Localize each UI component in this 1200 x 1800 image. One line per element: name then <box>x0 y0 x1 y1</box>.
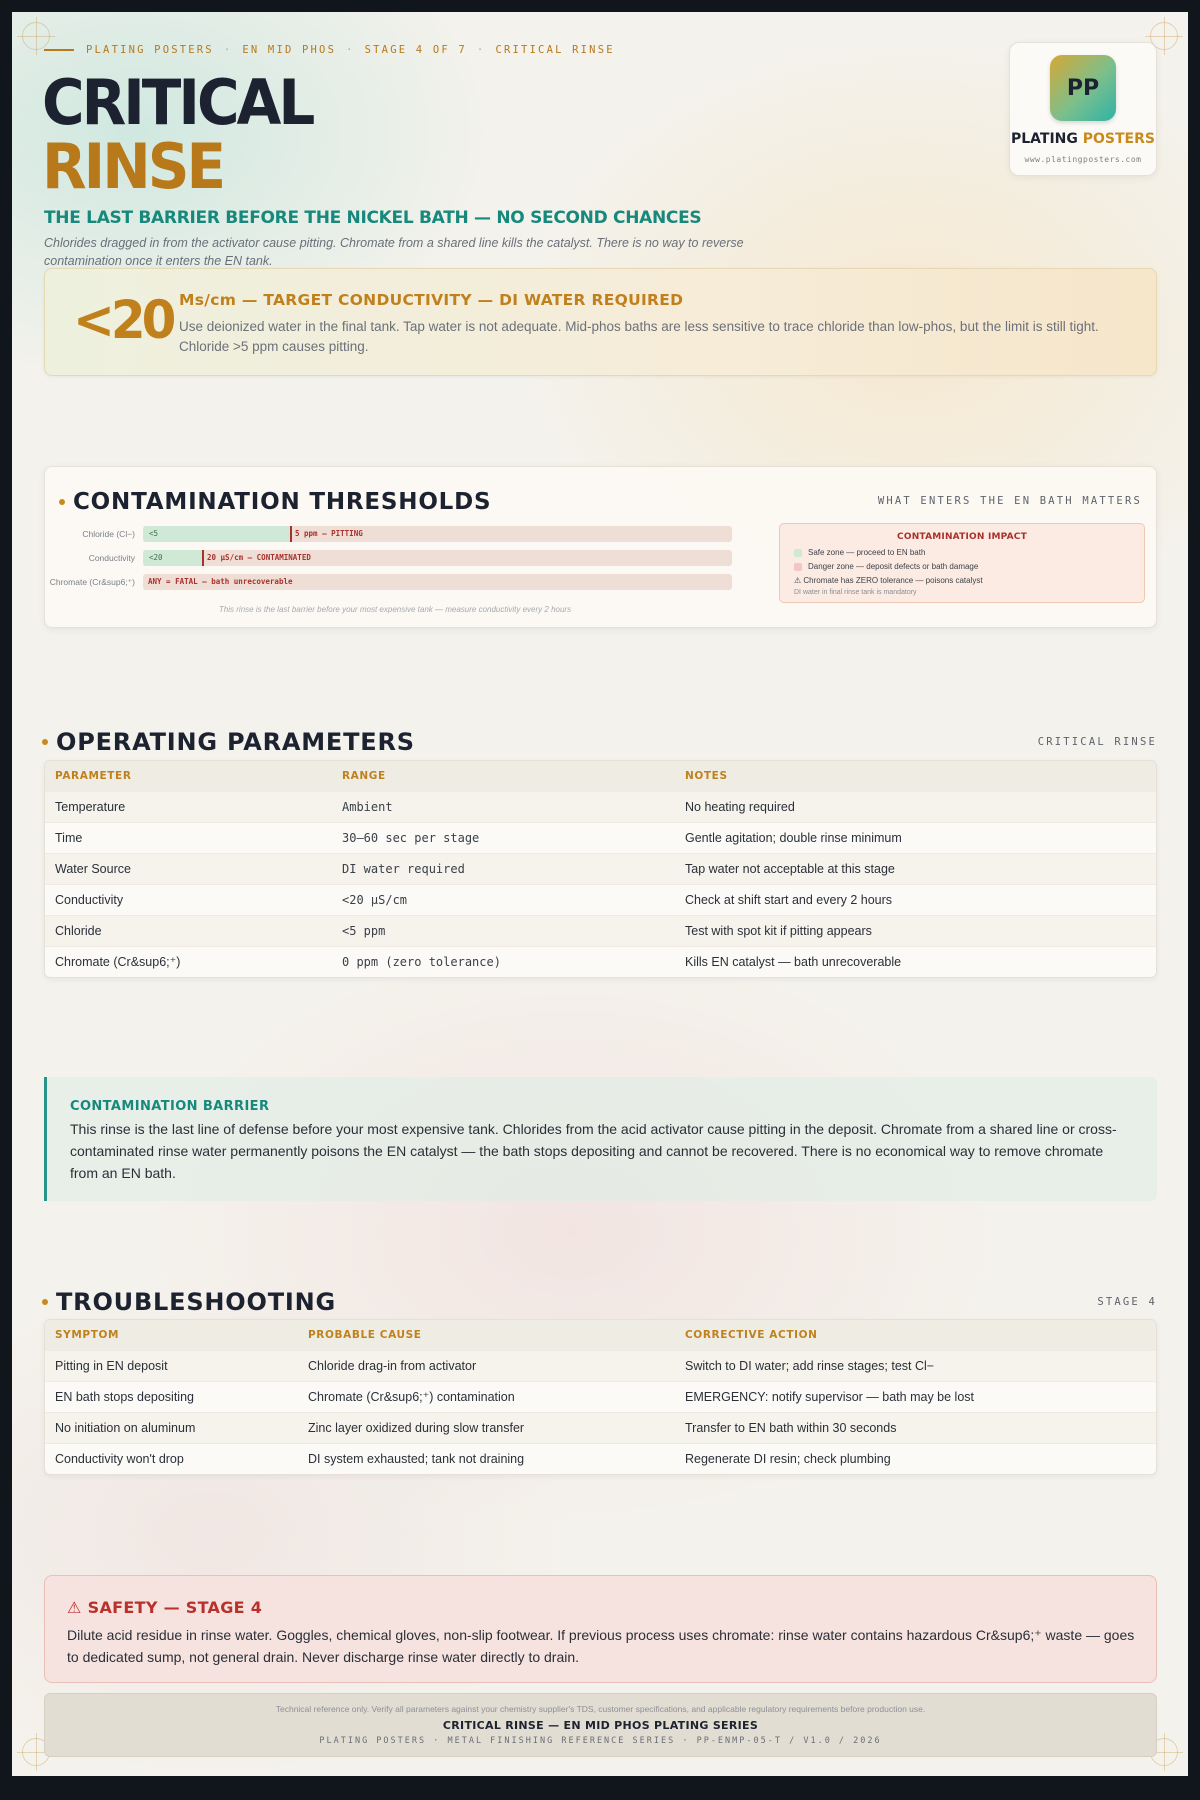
bullet-icon <box>42 739 48 745</box>
table-cell: <5 ppm <box>332 915 675 946</box>
brand-name <box>1010 131 1156 147</box>
legend-footnote <box>794 589 917 596</box>
threshold-safe-label: <5 <box>149 529 159 538</box>
legend-text: Safe zone — proceed to EN bath <box>808 548 926 557</box>
breadcrumb-rule <box>44 49 74 51</box>
safety-title <box>67 1598 262 1617</box>
callout-title: CONTAMINATION BARRIER <box>70 1099 270 1114</box>
target-body: Use deionized water in the final tank. Tap water is not adequate. Mid-phos baths are less sensitive to trace chloride than low-phos, but the limit is still tight. Chloride >5 ppm causes pitting. <box>179 319 1099 354</box>
table-cell: Switch to DI water; add rinse stages; test Cl− <box>675 1350 1156 1381</box>
table-cell: 0 ppm (zero tolerance) <box>332 946 675 977</box>
threshold-row <box>45 526 745 542</box>
contamination-barrier-callout <box>44 1077 1157 1201</box>
threshold-danger-label: 20 μS/cm — CONTAMINATED <box>207 553 311 562</box>
table-cell: DI system exhausted; tank not draining <box>298 1443 675 1474</box>
warning-triangle-icon: ⚠ <box>67 1598 82 1617</box>
threshold-row <box>45 574 745 590</box>
table-cell: Temperature <box>45 791 332 822</box>
table-header-row <box>45 1320 1156 1350</box>
threshold-label: Chromate (Cr&sup6;⁺) <box>49 577 135 587</box>
brand-name-primary: PLATING <box>1010 131 1078 147</box>
column-header: SYMPTOM <box>45 1320 298 1350</box>
breadcrumb-separator: · <box>223 44 233 56</box>
table-cell: <20 μS/cm <box>332 884 675 915</box>
table-row <box>45 1381 1156 1412</box>
section-title <box>42 728 415 756</box>
section-title-text: TROUBLESHOOTING <box>56 1288 336 1316</box>
bullet-icon <box>42 1299 48 1305</box>
table-row <box>45 1443 1156 1474</box>
table-header-row <box>45 761 1156 791</box>
page-subtitle: THE LAST BARRIER BEFORE THE NICKEL BATH — NO SECOND CHANCES <box>44 208 702 228</box>
threshold-danger-label: ANY = FATAL — bath unrecoverable <box>148 577 293 586</box>
table-cell: Chromate (Cr&sup6;⁺) contamination <box>298 1381 675 1412</box>
table-cell: Chloride <box>45 915 332 946</box>
section-tag: WHAT ENTERS THE EN BATH MATTERS <box>877 495 1142 507</box>
table-cell: Test with spot kit if pitting appears <box>675 915 1156 946</box>
breadcrumb-item: PLATING POSTERS <box>86 44 214 56</box>
column-header: RANGE <box>332 761 675 791</box>
safety-title-text: SAFETY — STAGE 4 <box>87 1598 263 1617</box>
table-row <box>45 884 1156 915</box>
brand-url[interactable]: www.platingposters.com <box>1024 155 1142 164</box>
section-title-text: OPERATING PARAMETERS <box>56 728 415 756</box>
section-tag: STAGE 4 <box>1097 1296 1157 1308</box>
troubleshooting-table <box>44 1319 1157 1475</box>
table-cell: Regenerate DI resin; check plumbing <box>675 1443 1156 1474</box>
table-row <box>45 1350 1156 1381</box>
brand-name-accent: POSTERS <box>1082 131 1155 147</box>
table-cell: DI water required <box>332 853 675 884</box>
breadcrumb-item: CRITICAL RINSE <box>495 44 615 56</box>
threshold-track <box>143 550 732 566</box>
threshold-track <box>143 526 732 542</box>
threshold-marker <box>202 550 204 566</box>
column-header: NOTES <box>675 761 1156 791</box>
table-cell: Conductivity won't drop <box>45 1443 298 1474</box>
operating-parameters-table <box>44 760 1157 978</box>
table-row <box>45 853 1156 884</box>
poster-page <box>12 12 1188 1776</box>
table-cell: Chromate (Cr&sup6;⁺) <box>45 946 332 977</box>
column-header: PROBABLE CAUSE <box>298 1320 675 1350</box>
table-cell: Zinc layer oxidized during slow transfer <box>298 1412 675 1443</box>
contamination-impact-legend <box>779 523 1145 603</box>
legend-item-safe <box>794 548 925 557</box>
table-cell: No initiation on aluminum <box>45 1412 298 1443</box>
safety-callout <box>44 1575 1157 1683</box>
threshold-safe-zone <box>143 550 202 566</box>
threshold-label: Conductivity <box>88 553 135 563</box>
threshold-safe-label: <20 <box>149 553 163 562</box>
threshold-footnote: This rinse is the last barrier before your most expensive tank — measure conductivity every 2 hours <box>218 605 572 614</box>
table-cell: Chloride drag-in from activator <box>298 1350 675 1381</box>
table-cell: Pitting in EN deposit <box>45 1350 298 1381</box>
column-header: CORRECTIVE ACTION <box>675 1320 1156 1350</box>
callout-body: This rinse is the last line of defense before your most expensive tank. Chlorides from the acid activator cause pitting in the deposit. Chromate from a shared line or cross-contaminated rinse water permanently poisons the EN catalyst — the bath stops depositing and cannot be recovered. There is no economical way to remove chromate from an EN bath. <box>70 1121 1117 1181</box>
table-row <box>45 791 1156 822</box>
table-cell: 30–60 sec per stage <box>332 822 675 853</box>
footer-disclaimer: Technical reference only. Verify all parameters against your chemistry supplier's TDS, customer specifications, and applicable regulatory requirements before production use. <box>275 1704 926 1714</box>
bullet-icon <box>59 499 65 505</box>
table-cell: No heating required <box>675 791 1156 822</box>
breadcrumb-item: EN MID PHOS <box>242 44 337 56</box>
target-heading: Ms/cm — TARGET CONDUCTIVITY — DI WATER REQUIRED <box>179 291 684 309</box>
page-lede: Chlorides dragged in from the activator cause pitting. Chromate from a shared line kills the catalyst. There is no way to reverse contamination once it enters the EN tank. <box>44 236 744 268</box>
table-cell: Gentle agitation; double rinse minimum <box>675 822 1156 853</box>
threshold-safe-zone <box>143 526 290 542</box>
table-cell: EN bath stops depositing <box>45 1381 298 1412</box>
page-title-line-2: RINSE <box>42 129 224 204</box>
threshold-danger-label: 5 ppm — PITTING <box>295 529 363 538</box>
legend-text: Danger zone — deposit defects or bath damage <box>808 562 979 571</box>
contamination-thresholds-card <box>44 466 1157 628</box>
table-row <box>45 946 1156 977</box>
breadcrumb-separator: · <box>476 44 486 56</box>
legend-swatch-safe <box>794 549 802 557</box>
table-cell: Water Source <box>45 853 332 884</box>
target-value: <20 <box>73 289 173 351</box>
table-cell: EMERGENCY: notify supervisor — bath may be lost <box>675 1381 1156 1412</box>
table-cell: Ambient <box>332 791 675 822</box>
threshold-marker <box>290 526 292 542</box>
legend-text: ⚠ Chromate has ZERO tolerance — poisons catalyst <box>794 576 983 585</box>
breadcrumb-item: STAGE 4 OF 7 <box>364 44 467 56</box>
legend-text: DI water in final rinse tank is mandatory <box>794 589 917 596</box>
table-cell: Transfer to EN bath within 30 seconds <box>675 1412 1156 1443</box>
page-title-line-1: CRITICAL <box>42 65 313 140</box>
column-header: PARAMETER <box>45 761 332 791</box>
breadcrumb-separator: · <box>346 44 355 56</box>
table-row <box>45 915 1156 946</box>
table-cell: Time <box>45 822 332 853</box>
legend-swatch-danger <box>794 563 802 571</box>
threshold-row <box>45 550 745 566</box>
legend-warning <box>794 576 983 585</box>
section-title <box>59 489 491 515</box>
table-row <box>45 822 1156 853</box>
table-cell: Check at shift start and every 2 hours <box>675 884 1156 915</box>
legend-title: CONTAMINATION IMPACT <box>897 532 1027 542</box>
threshold-label: Chloride (Cl−) <box>82 529 135 539</box>
brand-logo-card[interactable] <box>1009 42 1157 176</box>
footer-series: PLATING POSTERS · METAL FINISHING REFERENCE SERIES · PP-ENMP-05-T / V1.0 / 2026 <box>319 1736 882 1746</box>
brand-logo-icon: PP <box>1050 55 1116 121</box>
table-cell: Tap water not acceptable at this stage <box>675 853 1156 884</box>
safety-body: Dilute acid residue in rinse water. Goggles, chemical gloves, non-slip footwear. If previous process uses chromate: rinse water contains hazardous Cr&sup6;⁺ waste — goes to dedicated sump, not general drain. Never discharge rinse water directly to drain. <box>67 1627 1135 1665</box>
table-cell: Kills EN catalyst — bath unrecoverable <box>675 946 1156 977</box>
legend-item-danger <box>794 562 978 571</box>
threshold-track <box>143 574 732 590</box>
page-footer <box>44 1693 1157 1757</box>
target-conductivity-callout <box>44 268 1157 376</box>
footer-title: CRITICAL RINSE — EN MID PHOS PLATING SERIES <box>442 1719 759 1732</box>
table-row <box>45 1412 1156 1443</box>
section-tag: CRITICAL RINSE <box>1037 736 1157 748</box>
section-title-text: CONTAMINATION THRESHOLDS <box>73 489 492 515</box>
table-cell: Conductivity <box>45 884 332 915</box>
section-title <box>42 1288 336 1316</box>
breadcrumb <box>44 44 615 56</box>
